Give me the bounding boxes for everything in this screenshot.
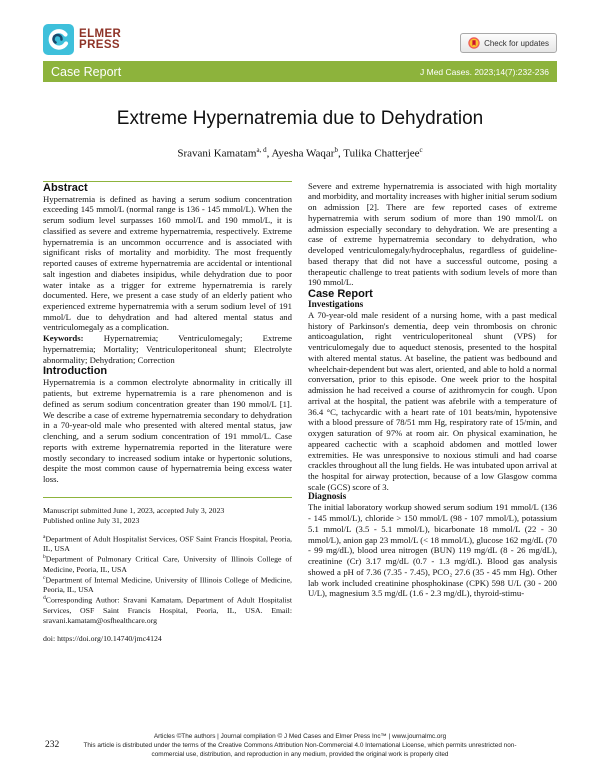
page-number: 232 <box>45 740 60 750</box>
author-list <box>0 146 600 160</box>
published-online: Published online July 31, 2023 <box>43 515 140 525</box>
case-report-heading: Case Report <box>308 288 373 300</box>
article-title: Extreme Hypernatremia due to Dehydration <box>116 108 484 129</box>
keywords-line <box>43 333 292 365</box>
investigations-text: A 70-year-old male resident of a nursing home, with a past medical history of Parkinson's dementia, deep vein thrombosis on chronic anticoagulation, right ventriculoperitoneal shunt (VPS) for ventriculomegaly due to aqueduct stenosis, presented to the hospital with altered mental status. At baseline, the patient was bedbound and wheelchair-dependent but was alert, oriented, and able to hold a normal conversation, prior to this episode. One week prior to the hospital admission he had received a course of azithromycin for cough. Upon arrival at the hospital, the patient was afebrile with a temperature of 36.4 °C, tachycardic with a heart rate of 101 beats/min, hypotensive with a blood pressure of 78/51 mm Hg, respiratory rate of 15/min, and oxygen saturation of 97% at room air. On physical examination, he appeared cachectic with a scaphoid abdomen and mottled lower extremities. He was unresponsive to noxious stimuli and had coarse crackles throughout all the lung fields. He was intubated upon arrival at the hospital for airway protection, because of a low Glasgow comma scale (GCS) score of 3. <box>308 310 557 492</box>
article-type-banner <box>43 61 557 82</box>
affiliation-text: Department of Pulmonary Critical Care, University of Illinois College of Medicine, Peoria, IL, USA <box>43 554 292 574</box>
corresponding-author <box>43 595 292 626</box>
author-name: Ayesha Waqar <box>271 147 335 160</box>
affiliation-text: Department of Internal Medicine, University of Illinois College of Medicine, Peoria, IL, USA <box>43 575 292 595</box>
keywords-label: Keywords: <box>43 333 104 344</box>
publisher-name-line1: ELMER <box>79 27 122 40</box>
article-body <box>0 181 600 644</box>
keywords-text: Hypernatremia; Ventriculomegaly; Extreme hypernatremia; Mortality; Ventriculoperitoneal shunt; Electrolyte abnormality; Dehydration; Correction <box>43 333 292 365</box>
page-header <box>0 0 600 55</box>
license-block <box>75 733 525 760</box>
copyright-line: Articles ©The authors | Journal compilation © J Med Cases and Elmer Press Inc™ | www.journalmc.org <box>153 733 447 740</box>
footnote-divider <box>43 497 292 498</box>
affiliation-mark: b <box>43 554 46 561</box>
check-for-updates-label: Check for updates <box>484 38 549 48</box>
affiliation-text: Corresponding Author: Sravani Kamatam, Department of Adult Hospitalist Services, OSF Saint Francis Hospital, Peoria, IL, USA. Email: sravani.kamatam@osfhealthcare.org <box>43 595 292 625</box>
introduction-text: Hypernatremia is a common electrolyte abnormality in critically ill patients, but extreme hypernatremia is a rare phenomenon and is defined as serum sodium concentration greater than 190 mmol/L [1]. We describe a case of extreme hypernatremia secondary to dehydration in a 70-year-old male who presented with altered mental status, jaw clenching, and a serum sodium concentration of 191 mmol/L. Case reports with extreme hypernatremia reported in the literature were mostly secondary to increased sodium intake or hypertonic solutions, despite the most common cause of hypernatremia being excess water loss. <box>43 377 292 485</box>
author-affiliation-marks: a, d <box>256 146 267 154</box>
author-separator: , <box>337 147 344 160</box>
diagnosis-heading: Diagnosis <box>308 492 347 503</box>
license-line: This article is distributed under the terms of the Creative Commons Attribution Non-Commercial 4.0 International License, which permits unrestricted non-commercial use, distribution, and reproduction in any medium, provided the original work is properly cited <box>83 741 517 758</box>
author-affiliation-marks: c <box>419 146 423 154</box>
author-separator: , <box>266 147 272 160</box>
abstract-text: Hypernatremia is defined as having a serum sodium concentration exceeding 145 mmol/L (normal range is 136 - 145 mmol/L). When the serum sodium level surpasses 160 mmol/L and 190 mmol/L, it is classified as severe and extreme hypernatremia, respectively. Extreme hypernatremia is an uncommon occurrence and is associated with significant risks of mortality and morbidity. The most frequently reported causes of extreme hypernatremia are accidental or intentional salt ingestion and diabetes insipidus, while dehydration due to poor water intake as a trigger for extreme hypernatremia is rarely documented. Here, we present a case study of an elderly patient who experienced extreme hypernatremia with a serum sodium level of 191 mmol/L due to dehydration and had altered mental status and ventriculomegaly as a complication. <box>43 193 292 333</box>
publisher-name <box>79 29 121 51</box>
article-type-label: Case Report <box>51 64 122 79</box>
manuscript-submitted: Manuscript submitted June 1, 2023, accepted July 3, 2023 <box>43 505 225 515</box>
publisher-name-line2: PRESS <box>79 38 120 51</box>
opening-paragraph: Severe and extreme hypernatremia is associated with high mortality and morbidity, and mortality increases with higher initial serum sodium on admission [2]. There are few reported cases of extreme hypernatremia with serum sodium of more than 190 mmol/L on admission especially secondary to dehydration. We are presenting a case of extreme hypernatremia secondary to dehydration, who developed ventriculomegaly/hydrocephalus, regardless of guideline-based therapy that did not have a successful outcome, posing a therapeutic challenge to treat patients with sodium levels of more than 190 mmol/L. <box>308 180 557 288</box>
check-for-updates-button[interactable] <box>460 33 557 53</box>
affiliation-mark: d <box>43 595 46 602</box>
author-affiliation-marks: b <box>334 146 338 154</box>
elmer-press-logo-icon <box>43 24 74 55</box>
right-column <box>308 181 557 644</box>
affiliation <box>43 534 292 555</box>
investigations-heading: Investigations <box>308 300 364 310</box>
author-name: Tulika Chatterjee <box>343 147 420 160</box>
affiliation-mark: c <box>43 574 46 581</box>
affiliation-text: Department of Adult Hospitalist Services, OSF Saint Francis Hospital, Peoria, IL, USA <box>43 534 292 554</box>
affiliation <box>43 554 292 575</box>
left-column <box>43 181 292 644</box>
introduction-heading: Introduction <box>43 365 108 378</box>
crossmark-icon <box>468 37 480 49</box>
diagnosis-text: The initial laboratory workup showed serum sodium 191 mmol/L (136 - 145 mmol/L), chloride > 150 mmol/L (98 - 107 mmol/L), potassium 5.1 mmol/L (3.5 - 5.1 mmol/L), bicarbonate 18 mmol/L (22 - 30 mmol/L), anion gap 23 mmol/L (< 18 mmol/L), glucose 162 mg/dL (70 - 99 mg/dL), blood urea nitrogen (BUN) 119 mg/dL (8 - 26 mg/dL), creatinine (Cr) 3.17 mg/dL (0.7 - 1.3 mg/dL). Blood gas analysis showed a pH of 7.36 (7.35 - 7.45), PCO₂ 27.6 (35 - 45 mm Hg). Other lab work included creatinine phosphokinase (CPK) 598 U/L (30 - 200 U/L), magnesium 3.5 mg/dL (1.6 - 2.3 mg/dL), thyroid-stimu- <box>308 502 557 599</box>
affiliation-mark: a <box>43 533 46 540</box>
page-footer <box>0 733 600 760</box>
footnote-block <box>43 506 292 644</box>
doi-link[interactable]: doi: https://doi.org/10.14740/jmc4124 <box>43 633 162 643</box>
journal-citation: J Med Cases. 2023;14(7):232-236 <box>420 66 549 77</box>
abstract-heading: Abstract <box>43 181 88 194</box>
author-name: Sravani Kamatam <box>177 147 257 160</box>
publisher-logo <box>43 24 121 55</box>
affiliation <box>43 575 292 596</box>
